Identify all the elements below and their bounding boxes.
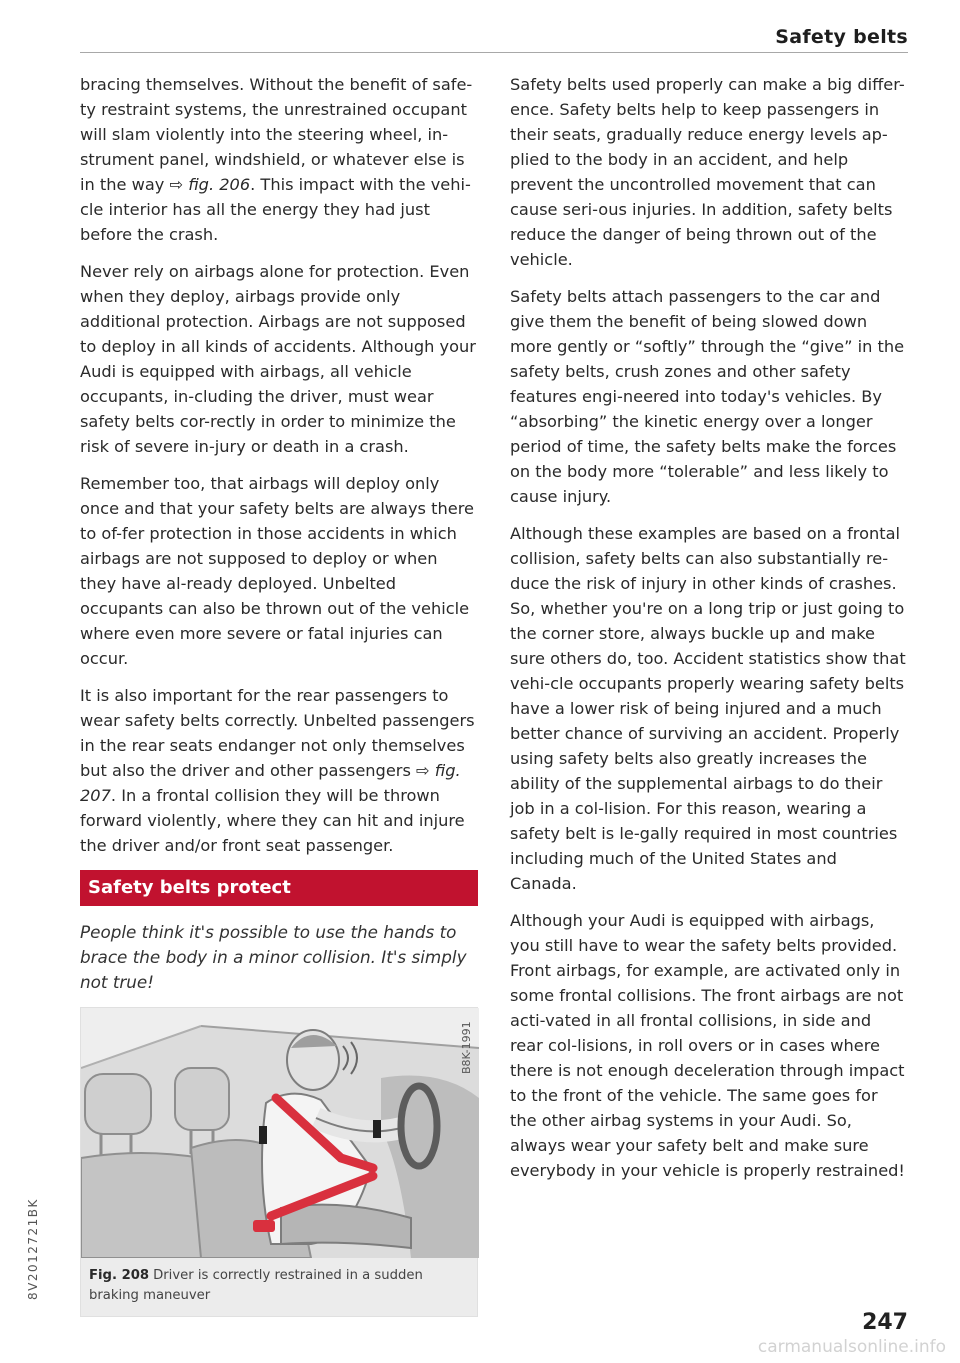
figure-reference-link[interactable]: ⇨ fig. 207 [80, 761, 461, 805]
paragraph: Safety belts attach passengers to the car and give them the benefit of being slowed down more gently or “softly” through the “give” in the safety belts, crush zones and other safety features engi-neered into today's vehicles. By “absorbing” the kinetic energy over a longer period of time, the safety belts make the forces on the body more “tolerable” and less likely to cause injury. [510, 287, 905, 506]
watermark: carmanualsonline.info [757, 1337, 946, 1357]
paragraph: bracing themselves. Without the benefit of safe-ty restraint systems, the unrestrained occupant will slam violently into the steering wheel, in-strument panel, windshield, or whatever else is in the way ⇨ fig. 206. This impact with the vehi-cle interior has all the energy they had just before the crash. [80, 75, 473, 244]
paragraph: Remember too, that airbags will deploy only once and that your safety belts are always there to of-fer protection in those accidents in which airbags are not supposed to deploy or when they have al-ready deployed. Unbelted occupants can also be thrown out of the vehicle where even more severe or fatal injuries can occur. [80, 474, 474, 668]
paragraph: Although your Audi is equipped with airbags, you still have to wear the safety belts provided. Front airbags, for example, are activated only in some frontal collisions. The front airbags are not acti-vated in all frontal collisions, in side and rear col-lisions, in roll overs or in cases where there is not enough deceleration through impact to the front of the vehicle. The same goes for the other airbag systems in your Audi. So, always wear your safety belt and make sure everybody in your vehicle is properly restrained! [510, 911, 905, 1180]
paragraph: It is also important for the rear passengers to wear safety belts correctly. Unbelted passengers in the rear seats endanger not only themselves but also the driver and other passengers ⇨ fig. 207. In a frontal collision they will be thrown forward violently, where they can hit and injure the driver and/or front seat passenger. [80, 686, 475, 855]
left-column [80, 72, 478, 1317]
section-intro: People think it's possible to use the hands to brace the body in a minor collision. It's simply not true! [80, 922, 467, 992]
page-number: 247 [862, 1310, 908, 1335]
page-header-title: Safety belts [775, 26, 908, 48]
header-divider [80, 52, 908, 53]
figure-208 [80, 1007, 478, 1317]
figure-label: Fig. 208 [89, 1268, 150, 1283]
document-code: 8V2012721BK [26, 1198, 40, 1300]
figure-caption [81, 1258, 477, 1316]
driver-illustration [81, 1008, 479, 1258]
figure-code: B8K-1991 [460, 1021, 473, 1074]
figure-caption-text: Driver is correctly restrained in a sudden braking maneuver [89, 1268, 423, 1303]
paragraph: Never rely on airbags alone for protection. Even when they deploy, airbags provide only additional protection. Airbags are not supposed to deploy in all kinds of accidents. Although your Audi is equipped with airbags, all vehicle occupants, in-cluding the driver, must wear safety belts cor-rectly in order to minimize the risk of severe in-jury or death in a crash. [80, 262, 476, 456]
paragraph: Although these examples are based on a frontal collision, safety belts can also substantially re-duce the risk of injury in other kinds of crashes. So, whether you're on a long trip or just going to the corner store, always buckle up and make sure others do, too. Accident statistics show that vehi-cle occupants properly wearing safety belts have a lower risk of being injured and a much better chance of surviving an accident. Properly using safety belts also greatly increases the ability of the supplemental airbags to do their job in a col-lision. For this reason, wearing a safety belt is le-gally required in most countries including much of the United States and Canada. [510, 524, 906, 893]
right-column [510, 72, 908, 1195]
figure-reference-link[interactable]: ⇨ fig. 206 [169, 175, 251, 194]
section-heading: Safety belts protect [80, 870, 478, 906]
paragraph: Safety belts used properly can make a big differ-ence. Safety belts help to keep passengers in their seats, gradually reduce energy levels ap-plied to the body in an accident, and help prevent the uncontrolled movement that can cause seri-ous injuries. In addition, safety belts reduce the danger of being thrown out of the vehicle. [510, 75, 905, 269]
